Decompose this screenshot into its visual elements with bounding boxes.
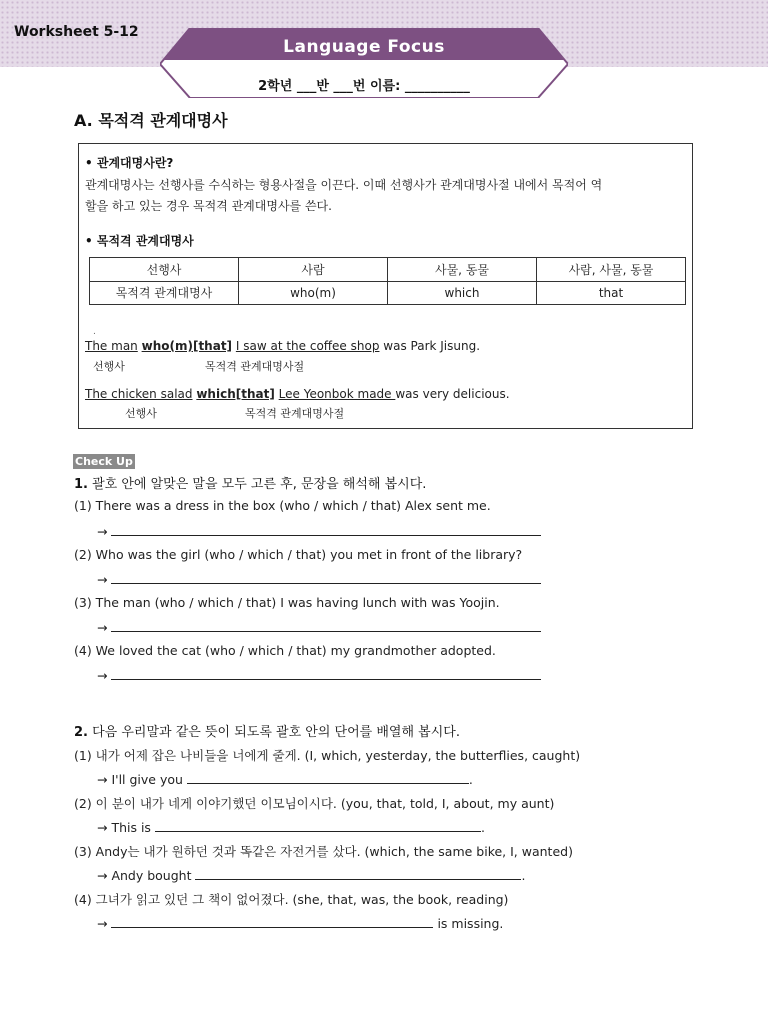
table-cell: 선행사 — [90, 258, 239, 282]
page-title: Language Focus — [283, 37, 445, 57]
objective-heading: • 목적격 관계대명사 — [85, 234, 194, 248]
q1-answer-line-1[interactable]: → — [97, 522, 541, 539]
q1-answer-line-4[interactable]: → — [97, 666, 541, 683]
table-cell: that — [537, 281, 686, 305]
definition-heading: • 관계대명사란? — [85, 156, 174, 170]
q2-answer-line-2[interactable]: → This is . — [97, 820, 485, 835]
q1-item-4: (4) We loved the cat (who / which / that) my grandmother adopted. — [74, 643, 496, 658]
q1-item-1: (1) There was a dress in the box (who / which / that) Alex sent me. — [74, 498, 491, 513]
example1-clause-label: 목적격 관계대명사절 — [205, 360, 305, 373]
question-2-heading: 2. 다음 우리말과 같은 뜻이 되도록 괄호 안의 단어를 배열해 봅시다. — [74, 725, 460, 740]
table-row — [90, 281, 686, 305]
example1-antecedent-label: 선행사 — [93, 360, 125, 373]
q1-answer-line-2[interactable]: → — [97, 570, 541, 587]
table-cell: 사람, 사물, 동물 — [537, 258, 686, 282]
table-cell: 사물, 동물 — [388, 258, 537, 282]
q2-item-1: (1) 내가 어제 잡은 나비들을 너에게 줄게. (I, which, yesterday, the butterflies, caught) — [74, 748, 581, 763]
worksheet-number: Worksheet 5-12 — [14, 24, 139, 40]
q1-answer-line-3[interactable]: → — [97, 618, 541, 635]
example-sentence-2: The chicken salad which[that] Lee Yeonbok made was very delicious. — [85, 387, 510, 401]
check-up-label: Check Up — [75, 455, 133, 468]
table-cell: 목적격 관계대명사 — [90, 281, 239, 305]
q2-answer-line-1[interactable]: → I'll give you . — [97, 772, 473, 787]
q2-answer-line-4[interactable]: → is missing. — [97, 916, 504, 931]
question-1-heading: 1. 괄호 안에 알맞은 말을 모두 고른 후, 문장을 해석해 봅시다. — [74, 477, 427, 492]
q2-item-3: (3) Andy는 내가 원하던 것과 똑같은 자전거를 샀다. (which, the same bike, I, wanted) — [74, 844, 573, 859]
table-cell: 사람 — [239, 258, 388, 282]
relative-pronoun-table — [89, 257, 686, 305]
example-sentence-1: The man who(m)[that] I saw at the coffee shop was Park Jisung. — [85, 339, 481, 353]
definition-text: 관계대명사는 선행사를 수식하는 형용사절을 이끈다. 이때 선행사가 관계대명사절 내에서 목적어 역 할을 하고 있는 경우 목적격 관계대명사를 쓴다. — [85, 178, 603, 213]
q2-item-4: (4) 그녀가 읽고 있던 그 책이 없어졌다. (she, that, was, the book, reading) — [74, 892, 509, 907]
stray-dot: . — [93, 327, 96, 337]
section-a-title: A. 목적격 관계대명사 — [74, 111, 228, 130]
student-info: 2학년 ___반 ___번 이름: __________ — [258, 79, 470, 94]
q1-item-2: (2) Who was the girl (who / which / that) you met in front of the library? — [74, 547, 523, 562]
table-cell: which — [388, 281, 537, 305]
table-header-row — [90, 258, 686, 282]
grammar-box — [78, 143, 693, 429]
q1-item-3: (3) The man (who / which / that) I was having lunch with was Yoojin. — [74, 595, 500, 610]
example2-antecedent-label: 선행사 — [125, 407, 157, 420]
q2-item-2: (2) 이 분이 내가 네게 이야기했던 이모님이시다. (you, that, told, I, about, my aunt) — [74, 796, 555, 811]
title-banner — [160, 28, 568, 98]
q2-answer-line-3[interactable]: → Andy bought . — [97, 868, 526, 883]
table-cell: who(m) — [239, 281, 388, 305]
example2-clause-label: 목적격 관계대명사절 — [245, 407, 345, 420]
